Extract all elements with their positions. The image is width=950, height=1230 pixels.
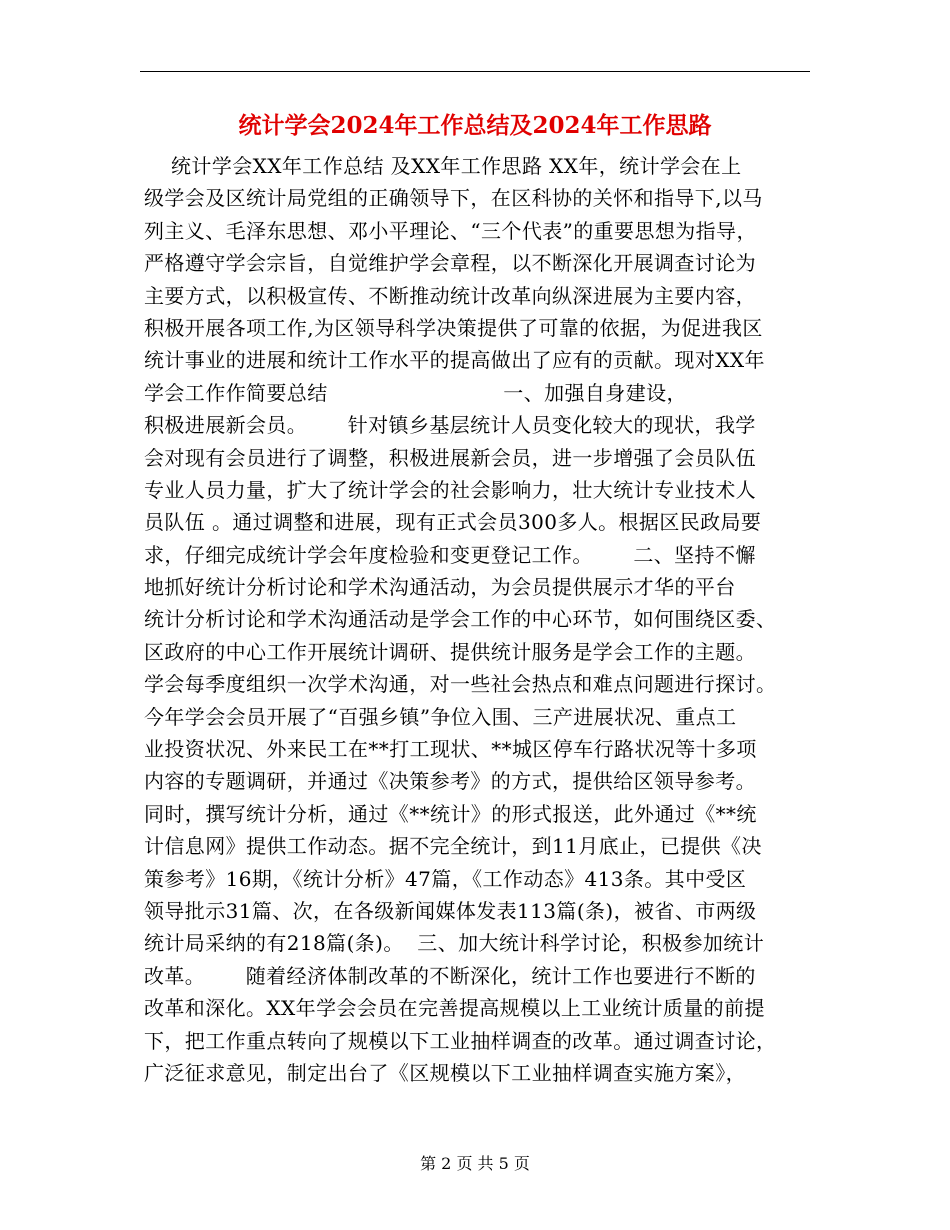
body-line: 员队伍 。通过调整和进展，现有正式会员300多人。根据区民政局要 [144,510,762,535]
document-body [144,150,808,1089]
body-line: 同时，撰写统计分析，通过《**统计》的形式报送，此外通过《**统 [144,801,757,826]
body-line: 级学会及区统计局党组的正确领导下，在区科协的关怀和指导下,以马 [144,186,763,211]
body-line: 计信息网》提供工作动态。据不完全统计，到11月底止，已提供《决 [144,834,762,859]
body-line: 今年学会会员开展了“百强乡镇”争位入围、三产进展状况、重点工 [144,704,737,729]
body-line: 地抓好统计分析讨论和学术沟通活动，为会员提供展示才华的平台 [144,575,736,600]
body-line: 改革和深化。XX年学会会员在完善提高规模以上工业统计质量的前提 [144,996,765,1021]
body-line: 广泛征求意见，制定出台了《区规模以下工业抽样调查实施方案》， [144,1060,746,1085]
body-line: 改革。 随着经济体制改革的不断深化，统计工作也要进行不断的 [144,963,756,988]
body-line: 专业人员力量，扩大了统计学会的社会影响力，壮大统计专业技术人 [144,477,756,502]
body-line: 统计学会XX年工作总结 及XX年工作思路 XX年，统计学会在上 [144,154,742,178]
body-line: 内容的专题调研，并通过《决策参考》的方式，提供给区领导参考。 [144,769,756,794]
page-number: 第 2 页 共 5 页 [420,1154,530,1173]
body-line: 统计事业的进展和统计工作水平的提高做出了应有的贡献。现对XX年 [144,348,765,373]
body-line: 下，把工作重点转向了规模以下工业抽样调查的改革。通过调查讨论， [144,1028,777,1053]
body-line: 学会每季度组织一次学术沟通，对一些社会热点和难点问题进行探讨。 [144,672,777,697]
body-line: 统计分析讨论和学术沟通活动是学会工作的中心环节，如何围绕区委、 [144,607,777,632]
body-line: 学会工作作简要总结 一、加强自身建设， [144,380,687,405]
body-line: 积极进展新会员。 针对镇乡基层统计人员变化较大的现状，我学 [144,413,756,438]
body-line: 主要方式，以积极宣传、不断推动统计改革向纵深进展为主要内容， [144,283,756,308]
body-line: 领导批示31篇、次，在各级新闻媒体发表113篇(条)，被省、市两级 [144,898,757,923]
body-line: 积极开展各项工作,为区领导科学决策提供了可靠的依据，为促进我区 [144,315,763,340]
body-line: 统计局采纳的有218篇(条)。 三、加大统计科学讨论，积极参加统计 [144,931,765,956]
body-line: 业投资状况、外来民工在**打工现状、**城区停车行路状况等十多项 [144,737,757,762]
body-line: 区政府的中心工作开展统计调研、提供统计服务是学会工作的主题。 [144,639,756,664]
document-title: 统计学会2024年工作总结及2024年工作思路 [238,112,712,139]
body-line: 列主义、毛泽东思想、邓小平理论、“三个代表”的重要思想为指导， [144,218,757,243]
body-line: 求，仔细完成统计学会年度检验和变更登记工作。 二、坚持不懈 [144,542,756,567]
body-line: 会对现有会员进行了调整，积极进展新会员，进一步增强了会员队伍 [144,445,756,470]
body-line: 策参考》16期，《统计分析》47篇，《工作动态》413条。其中受区 [144,866,747,891]
body-line: 严格遵守学会宗旨，自觉维护学会章程，以不断深化开展调查讨论为 [144,251,756,276]
header-rule [140,71,810,72]
